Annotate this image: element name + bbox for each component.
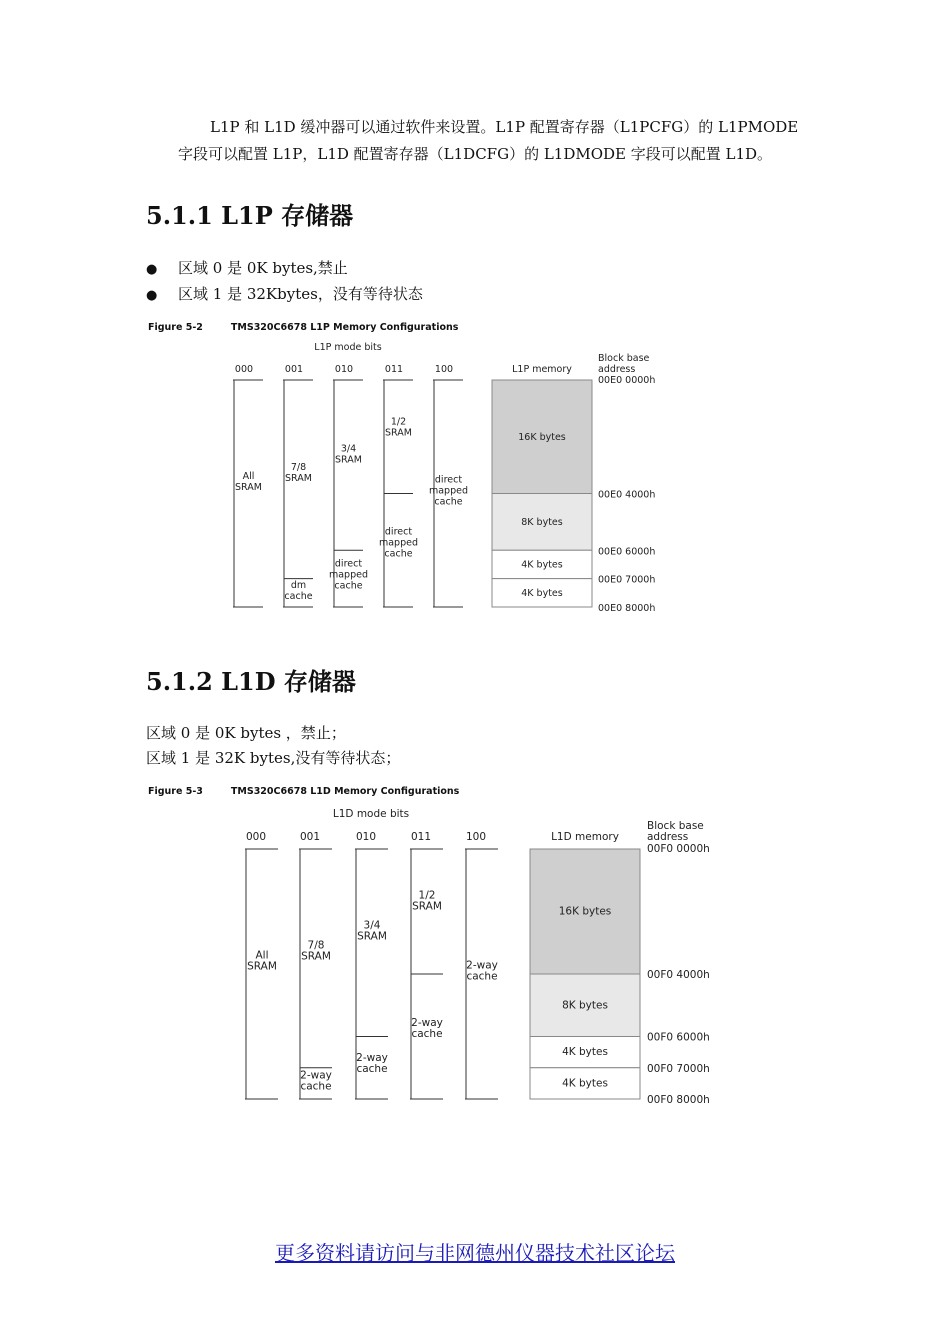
- figure-label: Figure 5-3: [148, 786, 203, 797]
- intro-line-1: L1P 和 L1D 缓冲器可以通过软件来设置。L1P 配置寄存器（L1PCFG）的 L1PMODE: [210, 118, 799, 136]
- bullet-icon: ●: [146, 288, 158, 303]
- column-011-cache-text: mapped: [378, 537, 419, 549]
- figure-title: TMS320C6678 L1P Memory Configurations: [230, 322, 459, 333]
- column-000-text: SRAM: [235, 481, 262, 493]
- column-100-text: mapped: [428, 485, 469, 497]
- mode-code-label: 001: [299, 831, 321, 843]
- column-001-sram-text: 7/8: [307, 939, 325, 952]
- block-address-label: 00F0 0000h: [647, 843, 710, 855]
- mode-code-label: 000: [245, 831, 267, 843]
- list-item: ● 区域 0 是 0K bytes,禁止: [146, 255, 423, 281]
- mode-code-label: 100: [465, 831, 487, 843]
- mode-code-label: 100: [434, 364, 454, 375]
- mode-code-label: 000: [234, 364, 254, 375]
- column-010-sram-text: SRAM: [357, 930, 387, 943]
- l1d-line-2: 区域 1 是 32K bytes,没有等待状态；: [146, 749, 401, 767]
- figure-caption-l1p: [148, 322, 486, 333]
- bullet-icon: ●: [146, 262, 158, 277]
- mode-bits-label: L1D mode bits: [332, 808, 410, 820]
- mode-bits-label: L1P mode bits: [314, 342, 382, 353]
- column-011-cache-text: direct: [384, 526, 413, 538]
- column-001-sram-text: 7/8: [290, 461, 307, 473]
- section-heading-l1d: 5.1.2 L1D 存储器: [146, 667, 356, 696]
- column-011-sram-text: 1/2: [418, 889, 436, 902]
- block-address-label: 00E0 4000h: [598, 489, 656, 501]
- column-000-text: SRAM: [247, 960, 277, 973]
- list-item: ● 区域 1 是 32Kbytes，没有等待状态: [146, 281, 423, 307]
- mode-code-label: 001: [284, 364, 304, 375]
- column-001-cache-text: dm: [290, 579, 307, 591]
- intro-line-2: 字段可以配置 L1P，L1D 配置寄存器（L1DCFG）的 L1DMODE 字段可以配置 L1D。: [178, 145, 773, 163]
- memory-block-size-label: 16K bytes: [558, 905, 612, 918]
- mode-code-label: 011: [384, 364, 404, 375]
- memory-block-size-label: 16K bytes: [518, 431, 566, 443]
- block-base-label: address: [598, 364, 636, 375]
- block-address-label: 00E0 0000h: [598, 375, 656, 386]
- column-000-text: All: [242, 470, 255, 482]
- memory-block-size-label: 4K bytes: [562, 1077, 608, 1090]
- block-base-label: address: [647, 831, 689, 843]
- figure-label: Figure 5-2: [148, 322, 203, 333]
- column-011-sram-text: 1/2: [390, 416, 407, 428]
- mode-code-label: 010: [334, 364, 354, 375]
- memory-block-size-label: 8K bytes: [521, 516, 563, 528]
- column-011-cache-text: 2-way: [411, 1017, 443, 1029]
- memory-label: L1P memory: [512, 364, 572, 375]
- column-001-sram-text: SRAM: [285, 472, 312, 484]
- block-address-label: 00F0 8000h: [647, 1094, 710, 1106]
- mode-code-label: 011: [410, 831, 432, 843]
- column-010-sram-text: 3/4: [363, 919, 381, 932]
- block-address-label: 00F0 6000h: [647, 1031, 710, 1044]
- column-010-cache-text: 2-way: [356, 1052, 388, 1064]
- column-010-sram-text: 3/4: [340, 443, 357, 455]
- column-011-cache-text: cache: [384, 548, 413, 560]
- column-001-cache-text: cache: [284, 590, 313, 602]
- column-001-cache-text: cache: [300, 1080, 332, 1093]
- block-address-label: 00E0 7000h: [598, 574, 656, 586]
- column-011-sram-text: SRAM: [385, 427, 412, 439]
- block-address-label: 00E0 8000h: [598, 603, 656, 614]
- figure-title: TMS320C6678 L1D Memory Configurations: [230, 786, 460, 797]
- l1d-description: [146, 721, 400, 771]
- column-100-text: direct: [434, 474, 463, 486]
- column-010-cache-text: mapped: [328, 569, 369, 581]
- mode-code-label: 010: [355, 831, 377, 843]
- column-001-sram-text: SRAM: [301, 950, 331, 963]
- column-000-text: All: [255, 949, 269, 962]
- block-address-label: 00E0 6000h: [598, 546, 656, 558]
- memory-block-size-label: 4K bytes: [562, 1046, 608, 1059]
- l1d-line-1: 区域 0 是 0K bytes ，禁止；: [146, 724, 346, 742]
- block-base-label: Block base: [647, 820, 704, 832]
- memory-label: L1D memory: [551, 831, 619, 843]
- l1p-memory-diagram: [220, 335, 680, 620]
- column-011-cache-text: cache: [411, 1028, 443, 1040]
- column-011-sram-text: SRAM: [412, 900, 442, 913]
- memory-block-size-label: 4K bytes: [521, 559, 563, 571]
- memory-block-size-label: 8K bytes: [562, 999, 608, 1012]
- column-100-text: cache: [466, 970, 498, 983]
- block-address-label: 00F0 7000h: [647, 1062, 710, 1075]
- intro-paragraph: [146, 114, 826, 168]
- block-base-label: Block base: [598, 353, 650, 364]
- column-010-cache-text: cache: [356, 1063, 388, 1075]
- l1d-memory-diagram: [230, 802, 730, 1117]
- block-address-label: 00F0 4000h: [647, 969, 710, 981]
- l1p-bullet-list: [146, 255, 423, 307]
- section-heading-l1p: 5.1.1 L1P 存储器: [146, 201, 354, 230]
- column-100-text: cache: [434, 496, 463, 508]
- column-010-sram-text: SRAM: [335, 454, 362, 466]
- figure-caption-l1d: [148, 786, 487, 797]
- column-010-cache-text: cache: [334, 580, 363, 592]
- memory-block-size-label: 4K bytes: [521, 587, 563, 599]
- column-010-cache-text: direct: [334, 558, 363, 570]
- column-001-cache-text: 2-way: [300, 1069, 332, 1082]
- column-100-text: 2-way: [466, 959, 498, 972]
- footer-forum-link[interactable]: 更多资料请访问与非网德州仪器技术社区论坛: [275, 1241, 675, 1265]
